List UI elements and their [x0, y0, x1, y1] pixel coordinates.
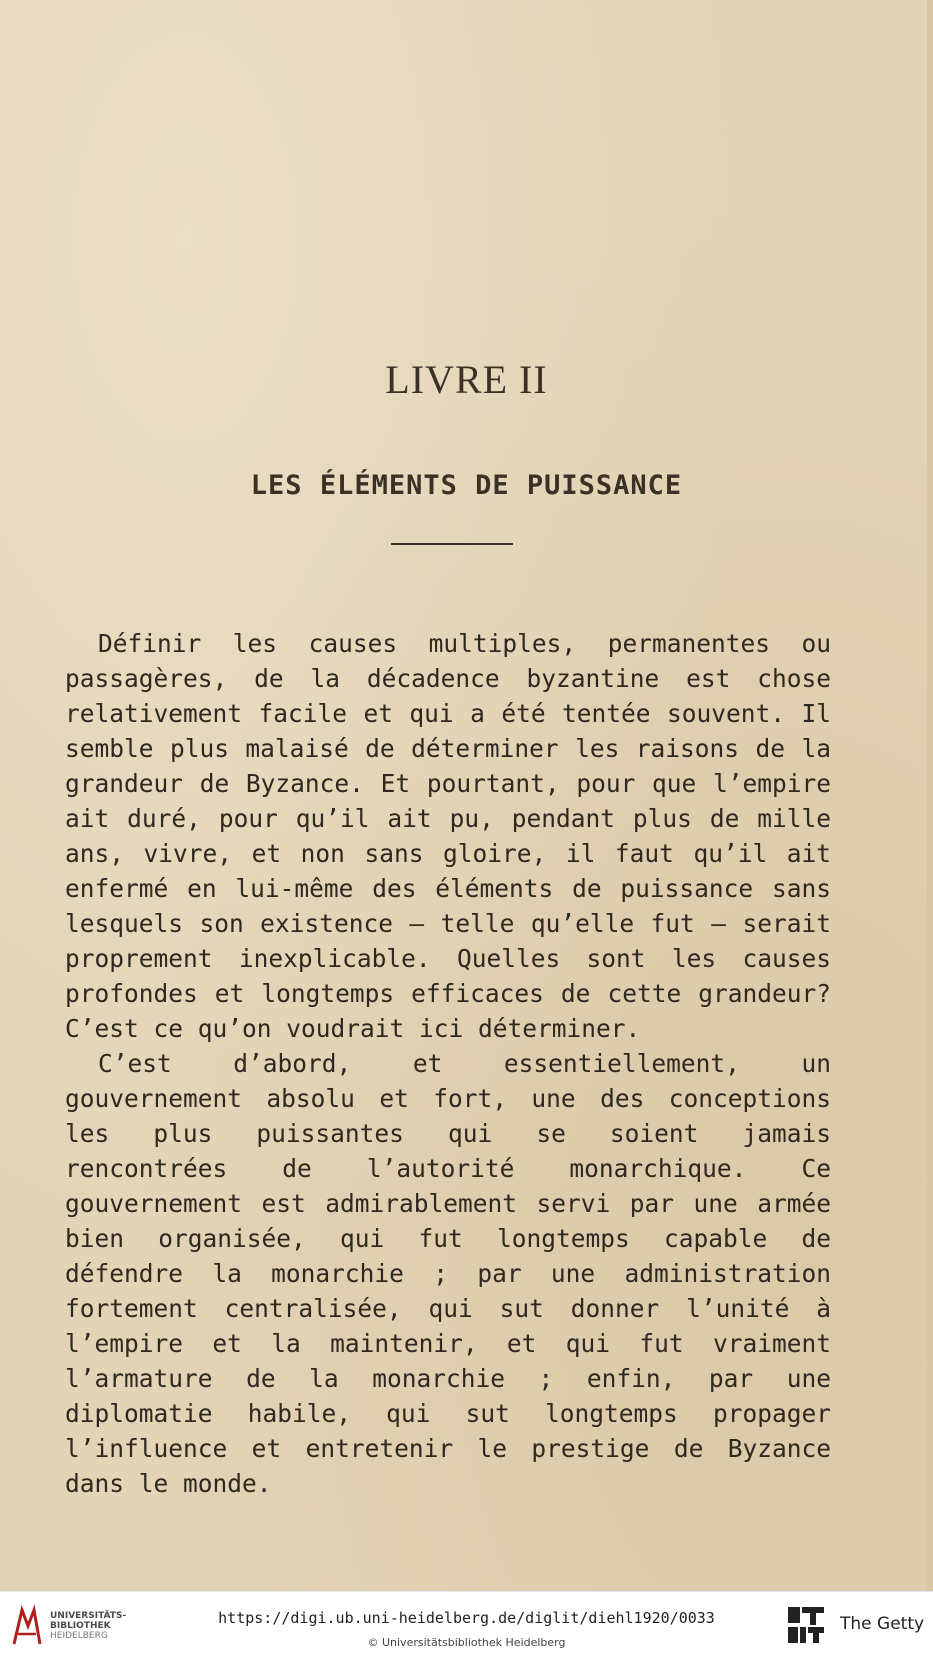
book-part-title: LIVRE II	[385, 357, 548, 402]
getty-label: The Getty	[840, 1614, 925, 1634]
title-divider	[391, 543, 513, 545]
copyright-notice: © Universitätsbibliothek Heidelberg	[367, 1636, 566, 1649]
paragraph-2: C’est d’abord, et essentiellement, un gouvernement absolu et fort, une des conceptions les plus puissantes qui se soient jamais rencontrées de l’autorité monarchique. Ce gouvernement est admirablement servi par une armée bien organisée, qui fut longtemps capable de défendre la monarchie ; par une administration fortement centralisée, qui sut donner l’unité à l’empire et la maintenir, et qui fut vraiment l’armature de la monarchie ; enfin, par une diplomatie habile, qui sut longtemps propager l’influence et entretenir le prestige de Byzance dans le monde.	[65, 1049, 831, 1498]
viewer-footer	[0, 1591, 933, 1660]
getty-logo-icon[interactable]	[786, 1605, 826, 1645]
permalink-url[interactable]: https://digi.ub.uni-heidelberg.de/diglit/diehl1920/0033	[218, 1609, 715, 1627]
body-text	[65, 626, 831, 1501]
library-name: UNIVERSITÄTS- BIBLIOTHEK HEIDELBERG	[50, 1611, 127, 1641]
chapter-subtitle: LES ÉLÉMENTS DE PUISSANCE	[250, 470, 683, 501]
paragraph-1: Définir les causes multiples, permanentes ou passagères, de la décadence byzantine est chose relativement facile et qui a été tentée souvent. Il semble plus malaisé de déterminer les raisons de la grandeur de Byzance. Et pourtant, pour que l’empire ait duré, pour qu’il ait pu, pendant plus de mille ans, vivre, et non sans gloire, il faut qu’il ait enfermé en lui-même des éléments de puissance sans lesquels son existence — telle qu’elle fut — serait proprement inexplicable. Quelles sont les causes profondes et longtemps efficaces de cette grandeur? C’est ce qu’on voudrait ici déterminer.	[65, 629, 831, 1043]
